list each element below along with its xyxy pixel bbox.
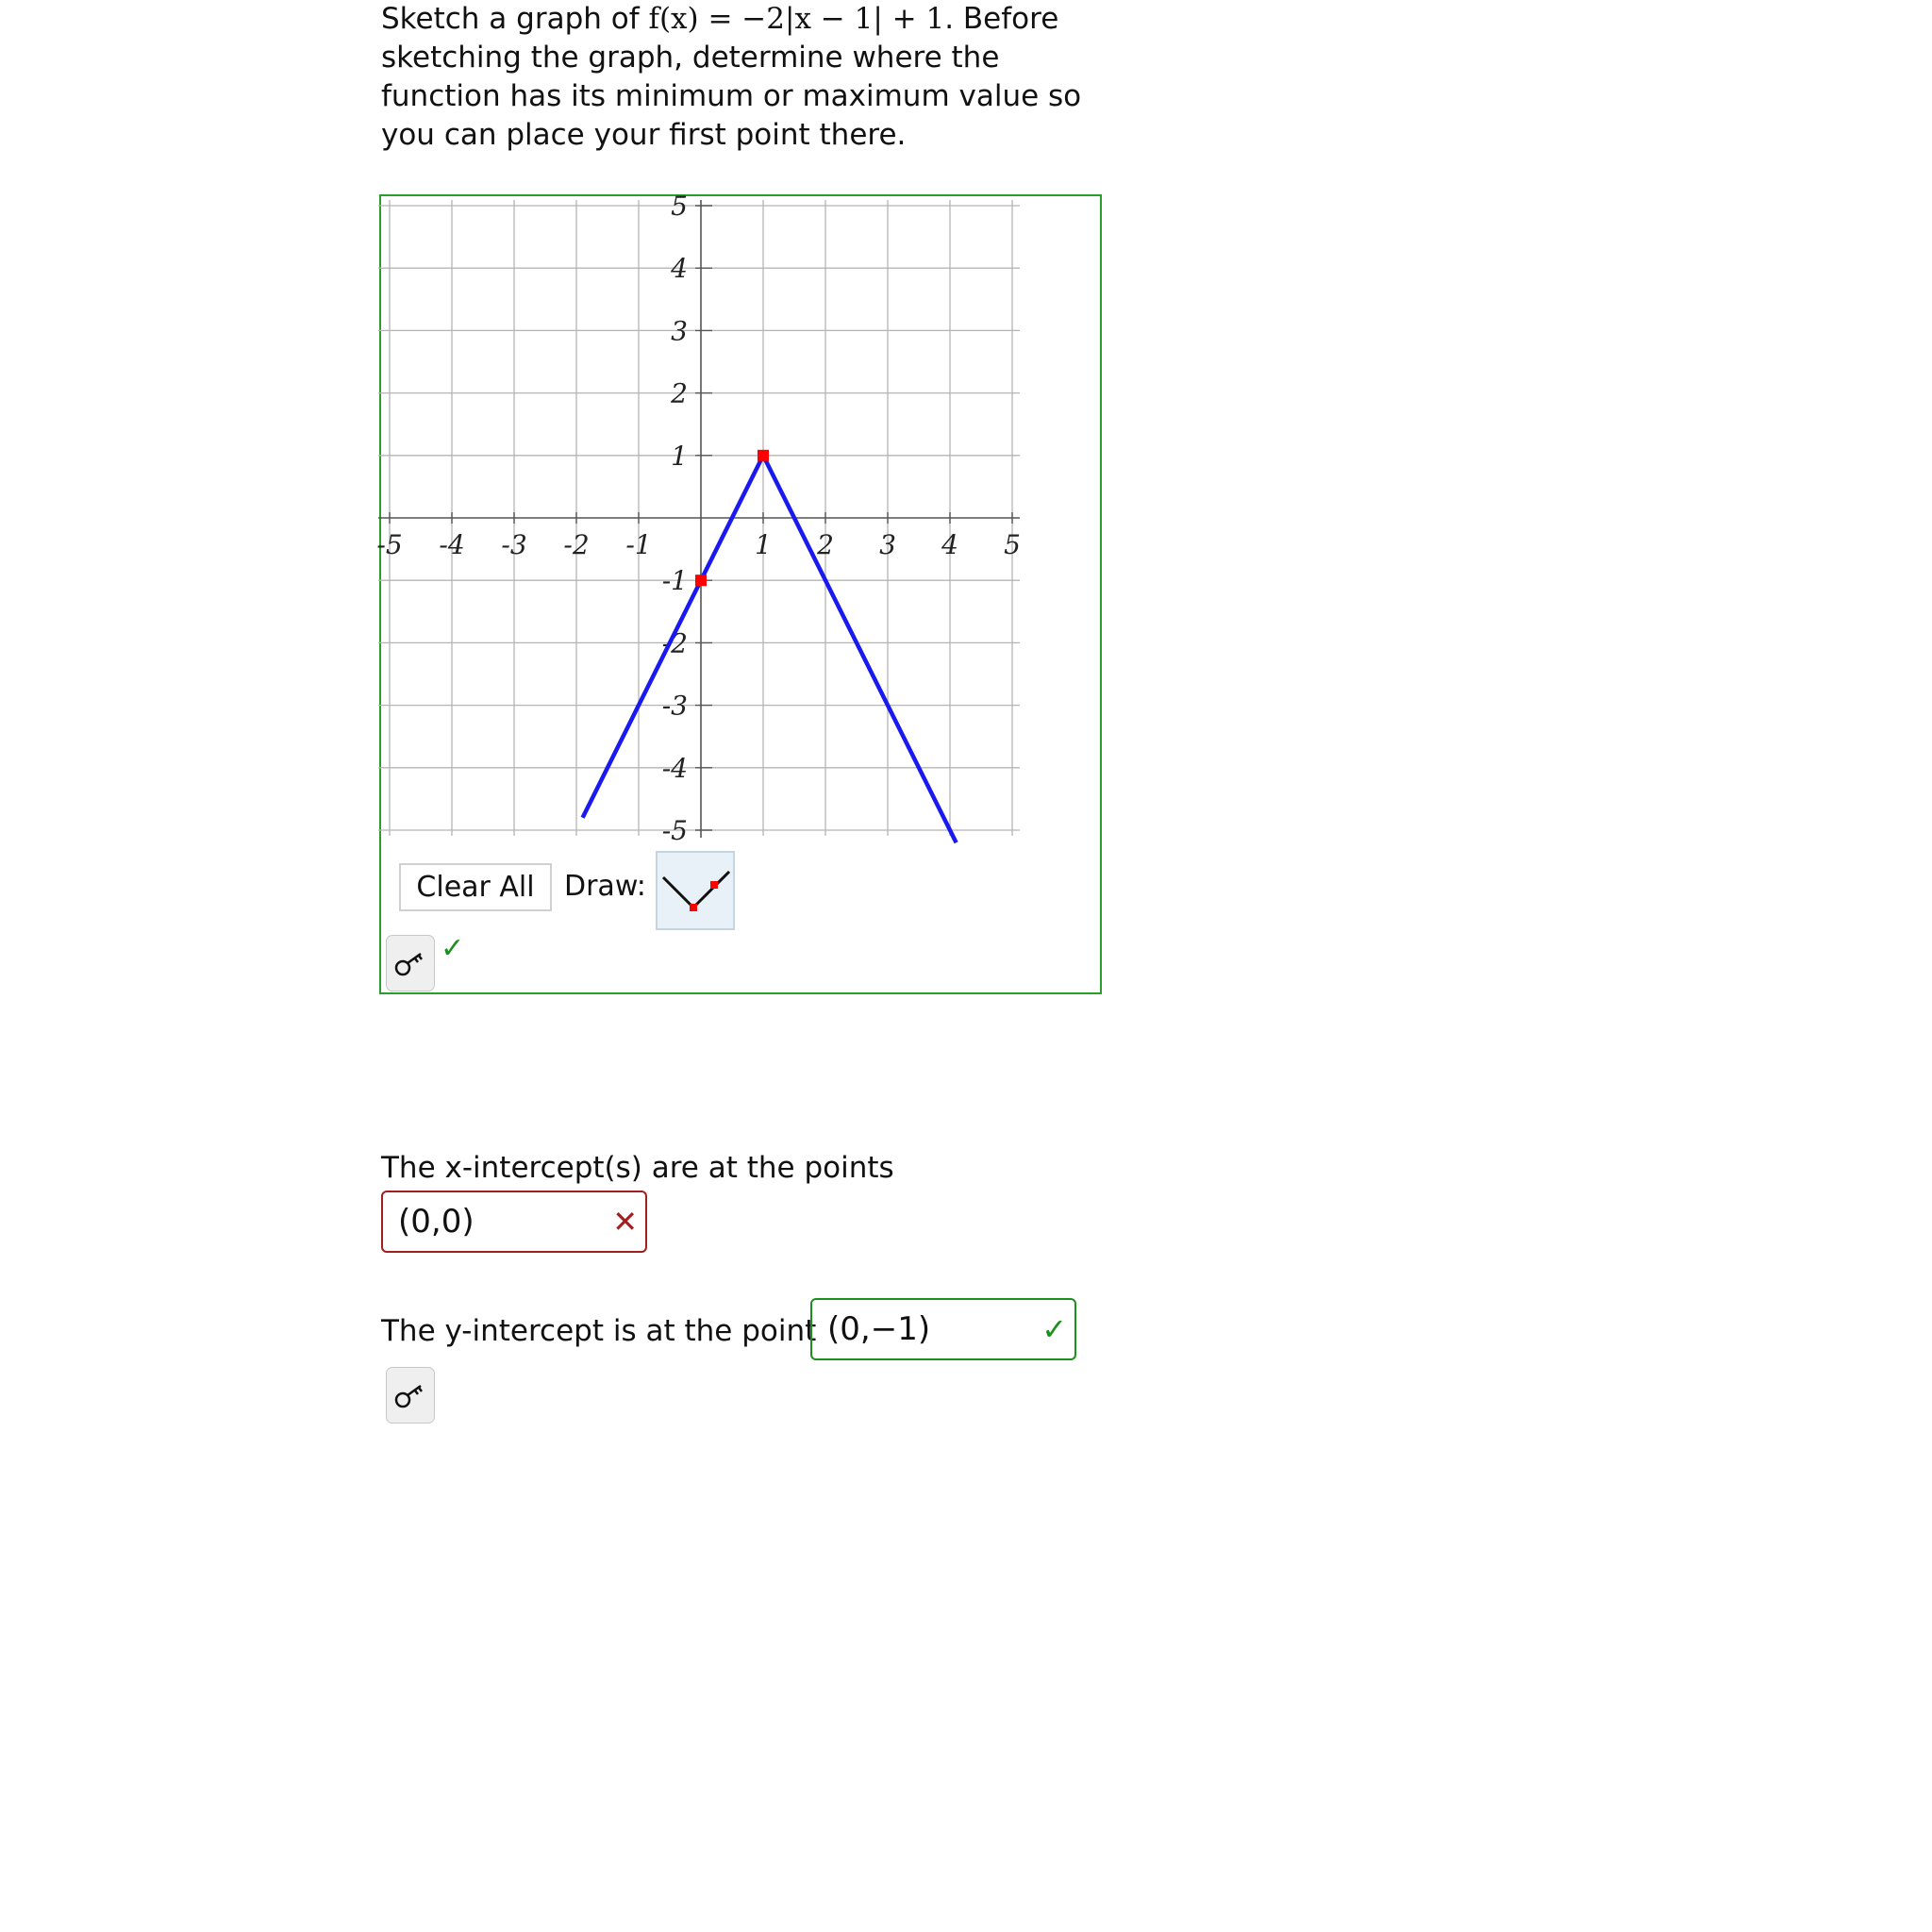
key-button[interactable] <box>386 935 435 991</box>
check-icon: ✓ <box>441 932 465 965</box>
y-tick-label: -2 <box>661 627 688 659</box>
x-tick-label: 4 <box>941 529 958 560</box>
y-tick-label: 1 <box>671 440 688 472</box>
check-icon: ✓ <box>1041 1311 1067 1347</box>
x-tick-label: -3 <box>501 529 527 560</box>
key-icon <box>394 1381 426 1409</box>
y-tick-label: -4 <box>661 752 688 784</box>
y-tick-label: -5 <box>661 815 688 846</box>
function-formula: f(x) = −2|x − 1| + 1 <box>648 2 945 36</box>
y-intercept-prompt: The y-intercept is at the point <box>381 1314 817 1348</box>
question-intro: Sketch a graph of <box>381 2 649 36</box>
y-tick-label: 4 <box>671 253 688 285</box>
absolute-value-tool-button[interactable] <box>656 851 735 930</box>
graph-canvas[interactable] <box>376 191 1024 846</box>
x-tick-label: 1 <box>755 529 772 560</box>
x-intercept-prompt: The x-intercept(s) are at the points <box>381 1151 894 1185</box>
graph-point[interactable] <box>695 575 707 586</box>
x-tick-label: 2 <box>817 529 834 560</box>
x-tick-label: 5 <box>1004 529 1021 560</box>
y-tick-label: -3 <box>661 690 688 722</box>
axes <box>378 200 1020 838</box>
x-tick-label: -2 <box>563 529 590 560</box>
y-tick-label: 5 <box>671 191 688 222</box>
question-instructions: . Before sketching the graph, determine where the function has its minimum or maximum value so you can place your first point there. <box>381 2 1082 152</box>
y-intercept-answer-value: (0,−1) <box>827 1310 931 1348</box>
key-icon <box>394 949 426 977</box>
cross-icon: ✕ <box>612 1204 638 1240</box>
clear-all-button[interactable]: Clear All <box>399 863 552 911</box>
y-tick-label: 2 <box>671 377 688 409</box>
x-tick-label: -1 <box>625 529 652 560</box>
y-tick-label: -1 <box>661 565 688 597</box>
x-tick-label: -4 <box>439 529 465 560</box>
x-tick-label: -5 <box>376 529 403 560</box>
question-text <box>381 0 1117 155</box>
x-tick-label: 3 <box>879 529 896 560</box>
y-intercept-answer-field[interactable] <box>810 1298 1076 1360</box>
x-intercept-answer-value: (0,0) <box>398 1203 475 1241</box>
y-tick-label: 3 <box>671 315 688 347</box>
graph-point[interactable] <box>758 450 769 461</box>
x-intercept-answer-field[interactable] <box>381 1191 647 1253</box>
key-button[interactable] <box>386 1367 435 1424</box>
draw-label: Draw: <box>564 870 646 903</box>
absolute-value-graph-icon <box>658 853 733 928</box>
